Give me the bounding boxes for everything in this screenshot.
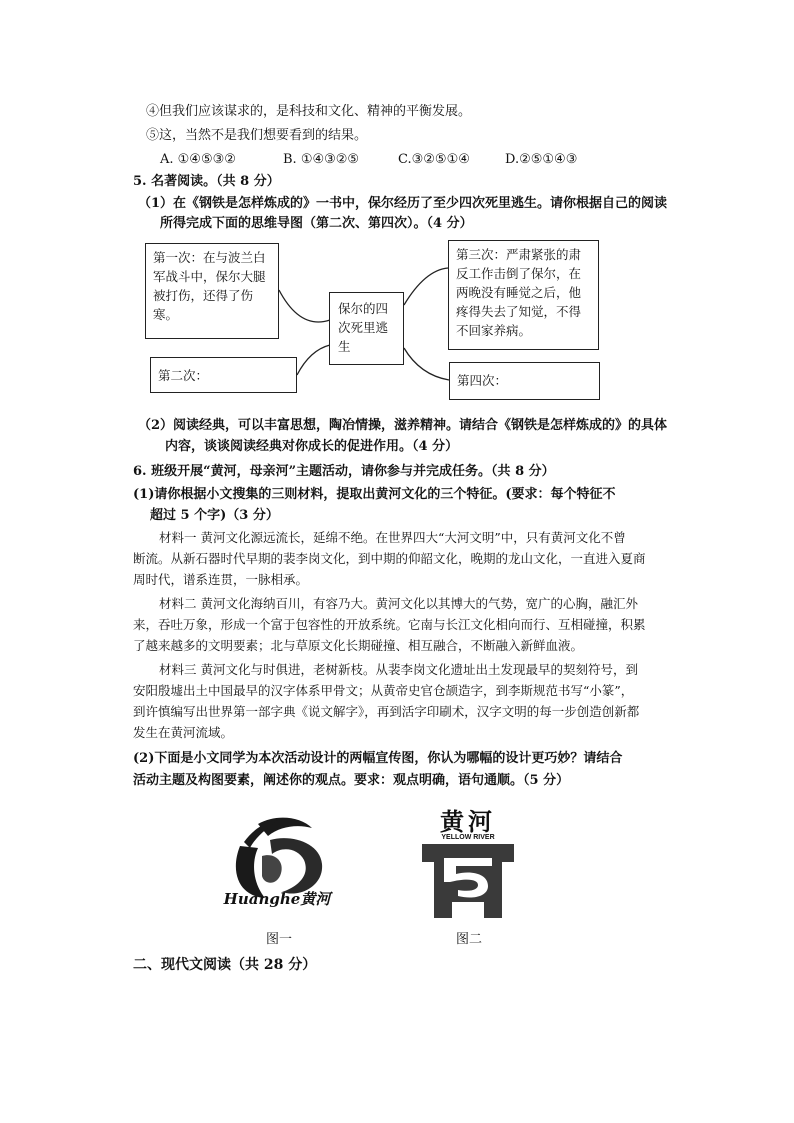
material-1: 材料一 黄河文化源远流长，延绵不绝。在世界四大“大河文明”中，只有黄河文化不曾 断流。从新石器时代早期的裴李岗文化，到中期的仰韶文化，晚期的龙山文化，一直进入夏商 周时代，谱系连贯，一脉相承。: [133, 530, 646, 587]
logo-1-text: Huanghe黄河: [223, 890, 331, 908]
q6-p2-line1: (2)下面是小文同学为本次活动设计的两幅宣传图，你认为哪幅的设计更巧妙？请结合: [133, 751, 623, 766]
material-3: 材料三 黄河文化与时俱进，老树新枝。从裴李岗文化遗址出土发现最早的契刻符号，到 安阳殷墟出土中国最早的汉字体系甲骨文；从黄帝史官仓颉造字，到李斯规范书写“小篆”， 到许慎编写出世界第一部字典《说文解字》，再到活字印刷术，汉字文明的每一步创造创新都 发生在黄河流域。: [133, 662, 640, 740]
logo-1: [220, 806, 340, 918]
q6-title: 6. 班级开展“黄河，母亲河”主题活动，请你参与并完成任务。（共 8 分）: [133, 464, 555, 479]
q6-p1-line2: 超过 5 个字)（3 分）: [150, 508, 279, 523]
mindmap-first: 第一次：在与波兰白 军战斗中，保尔大腿 被打伤，还得了伤 寒。: [145, 243, 279, 339]
mindmap-center: 保尔的四 次死里逃 生: [329, 292, 404, 365]
sentence-5: ⑤这，当然不是我们想要看到的结果。: [146, 128, 368, 143]
logo-2-subtitle: YELLOW RIVER: [441, 834, 495, 841]
q5-p2-line1: （2）阅读经典，可以丰富思想，陶冶情操，滋养精神。请结合《钢铁是怎样炼成的》的具体: [138, 418, 668, 433]
q5-p1-line1: （1）在《钢铁是怎样炼成的》一书中，保尔经历了至少四次死里逃生。请你根据自己的阅读: [138, 196, 668, 211]
material-2: 材料二 黄河文化海纳百川，有容乃大。黄河文化以其博大的气势，宽广的心胸，融汇外 来，吞吐万象，形成一个富于包容性的开放系统。它南与长江文化相向而行、互相碰撞，积累 了越来越多的文明要素；北与草原文化长期碰撞、相互融合，不断融入新鲜血液。: [133, 596, 646, 653]
section-2-title: 二、现代文阅读（共 28 分）: [133, 957, 317, 973]
q5-title: 5. 名著阅读。（共 8 分）: [133, 174, 280, 189]
yellow-river-chair-logo-icon: [422, 844, 514, 918]
option-b: B. ①④③②⑤: [283, 152, 360, 167]
q5-p2-line2: 内容，谈谈阅读经典对你成长的促进作用。（4 分）: [165, 439, 459, 454]
caption-figure-2: 图二: [456, 932, 483, 947]
mindmap-second: 第二次：: [150, 357, 297, 393]
caption-figure-1: 图一: [266, 932, 293, 947]
option-a: A. ①④⑤③②: [160, 152, 236, 167]
logo-2: [418, 802, 518, 920]
q6-p1-line1: (1)请你根据小文搜集的三则材料，提取出黄河文化的三个特征。(要求：每个特征不: [133, 487, 616, 502]
sentence-4: ④但我们应该谋求的，是科技和文化、精神的平衡发展。: [146, 104, 472, 119]
mindmap-fourth: 第四次：: [449, 362, 600, 400]
q6-p2-line2: 活动主题及构图要素，阐述你的观点。要求：观点明确，语句通顺。（5 分）: [133, 773, 570, 788]
mindmap-third: 第三次：严肃紧张的肃 反工作击倒了保尔，在 两晚没有睡觉之后，他 疼得失去了知觉，不得 不回家养病。: [448, 240, 599, 350]
q5-p1-line2: 所得完成下面的思维导图（第二次、第四次）。（4 分）: [160, 216, 473, 231]
option-c: C.③②⑤①④: [398, 152, 470, 167]
logo-2-title: 黄河: [440, 807, 496, 836]
option-d: D.②⑤①④③: [505, 152, 578, 167]
